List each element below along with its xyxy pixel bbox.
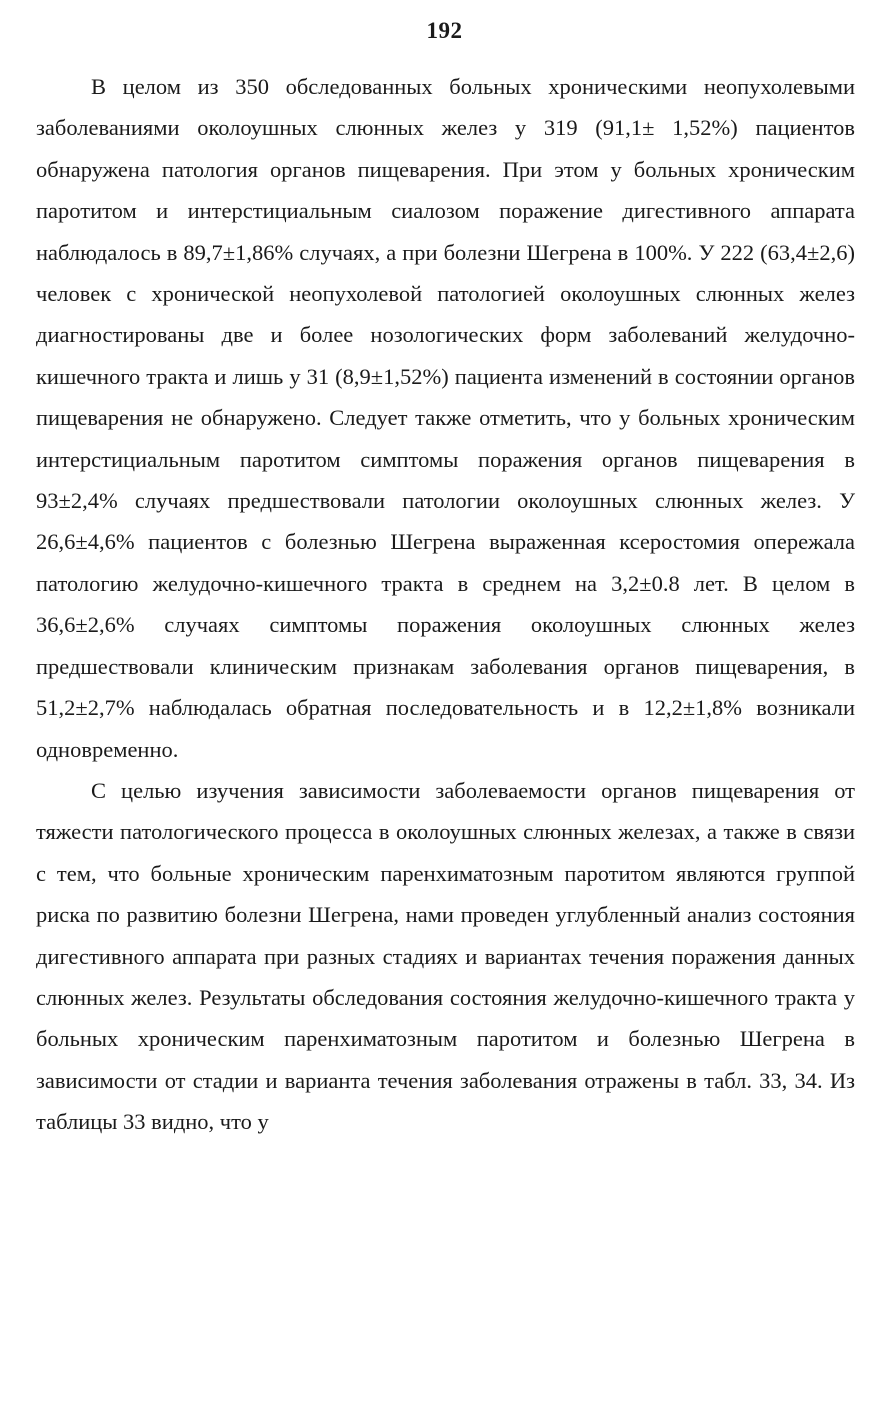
page-number: 192	[426, 18, 463, 43]
paragraph-2: С целью изучения зависимости заболеваемости органов пищеварения от тяжести патологического процесса в околоушных слюнных железах, а также в связи с тем, что больные хроническим паренхиматозным паротитом являются группой риска по развитию болезни Шегрена, нами проведен углубленный анализ состояния дигестивного аппарата при разных стадиях и вариантах течения поражения данных слюнных желез. Результаты обследования состояния желудочно-кишечного тракта у больных хроническим паренхиматозным паротитом и болезнью Шегрена в зависимости от стадии и варианта течения заболевания отражены в табл. 33, 34. Из таблицы 33 видно, что у	[36, 777, 855, 1135]
paragraph-1: В целом из 350 обследованных больных хроническими неопухолевыми заболеваниями околоушных слюнных желез у 319 (91,1± 1,52%) пациентов обнаружена патология органов пищеварения. При этом у больных хроническим паротитом и интерстициальным сиалозом поражение дигестивного аппарата наблюдалось в 89,7±1,86% случаях, а при болезни Шегрена в 100%. У 222 (63,4±2,6) человек с хронической неопухолевой патологией околоушных слюнных желез диагностированы две и более нозологических форм заболеваний желудочно-кишечного тракта и лишь у 31 (8,9±1,52%) пациента изменений в состоянии органов пищеварения не обнаружено. Следует также отметить, что у больных хроническим интерстициальным паротитом симптомы поражения органов пищеварения в 93±2,4% случаях предшествовали патологии околоушных слюнных желез. У 26,6±4,6% пациентов с болезнью Шегрена выраженная ксеростомия опережала патологию желудочно-кишечного тракта в среднем на 3,2±0.8 лет. В целом в 36,6±2,6% случаях симптомы поражения околоушных слюнных желез предшествовали клиническим признакам заболевания органов пищеварения, в 51,2±2,7% наблюдалась обратная последовательность и в 12,2±1,8% возникали одновременно.	[36, 74, 855, 762]
body-text	[36, 66, 855, 1143]
